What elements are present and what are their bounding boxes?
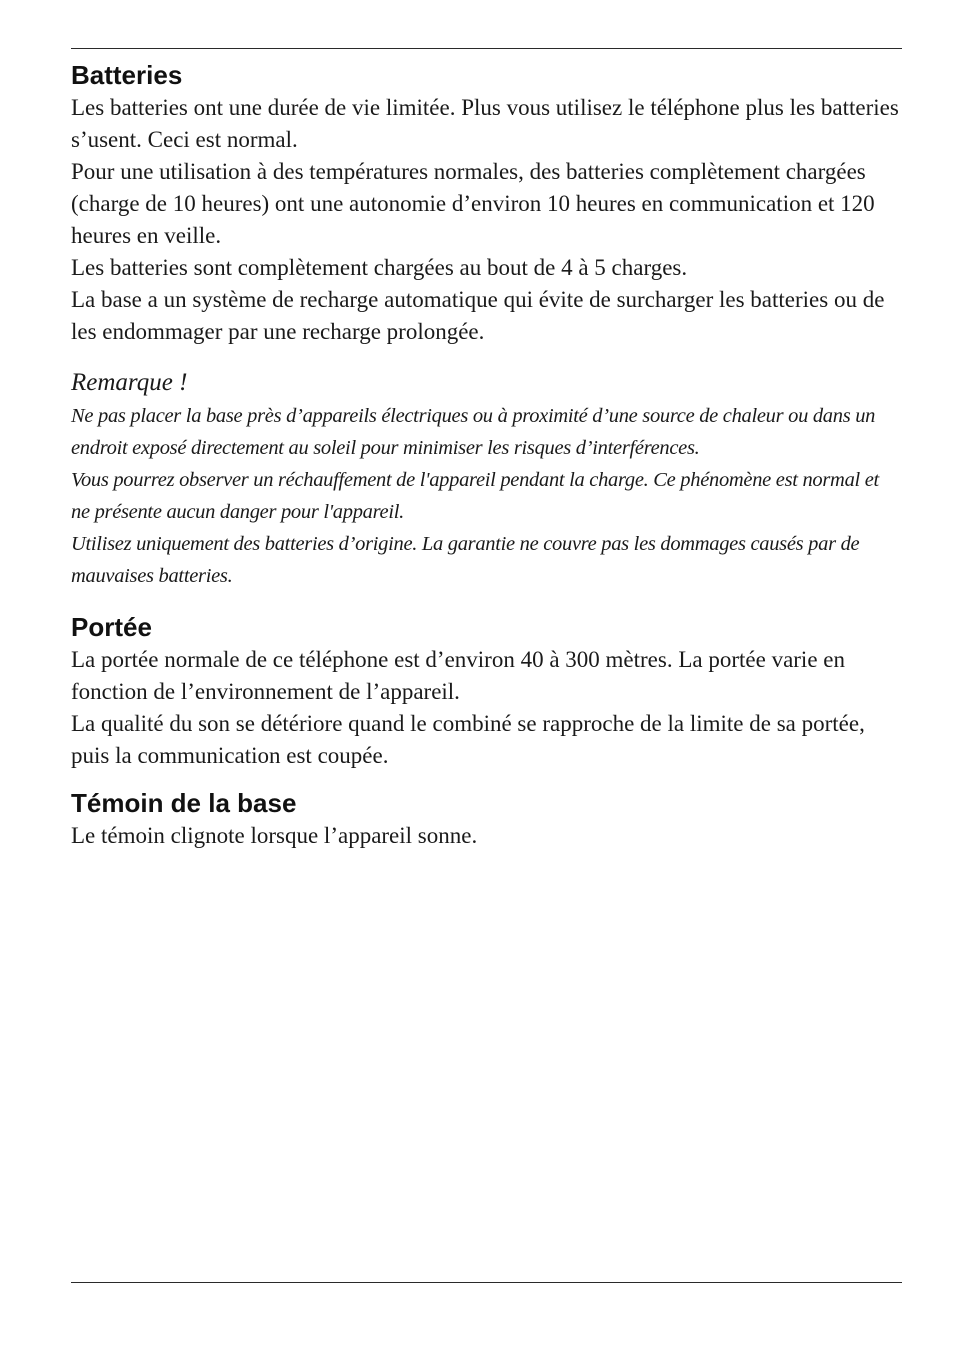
section-portee [71, 610, 902, 772]
bottom-divider [71, 1282, 902, 1283]
note-line-2: Vous pourrez observer un réchauffement de l'appareil pendant la charge. Ce phénomène est normal et ne présente aucun danger pour l'appareil. [71, 469, 879, 523]
section-title-temoin: Témoin de la base [71, 788, 297, 818]
note-block [71, 366, 902, 592]
batteries-paragraph-2: Pour une utilisation à des températures normales, des batteries complètement chargées (charge de 10 heures) ont une autonomie d’environ 10 heures en communication et 120 heures en veille. [71, 159, 875, 248]
batteries-paragraph-1: Les batteries ont une durée de vie limitée. Plus vous utilisez le téléphone plus les batteries s’usent. Ceci est normal. [71, 95, 899, 152]
section-batteries [71, 58, 902, 348]
batteries-paragraph-3: Les batteries sont complètement chargées au bout de 4 à 5 charges. [71, 255, 688, 280]
top-divider [71, 48, 902, 49]
section-title-portee: Portée [71, 612, 152, 642]
page-content [71, 58, 902, 852]
note-line-3: Utilisez uniquement des batteries d’origine. La garantie ne couvre pas les dommages causés par de mauvaises batteries. [71, 533, 860, 587]
batteries-paragraph-4: La base a un système de recharge automatique qui évite de surcharger les batteries ou de les endommager par une recharge prolongée. [71, 287, 885, 344]
portee-paragraph-2: La qualité du son se détériore quand le combiné se rapproche de la limite de sa portée, puis la communication est coupée. [71, 711, 865, 768]
portee-paragraph-1: La portée normale de ce téléphone est d’environ 40 à 300 mètres. La portée varie en fonction de l’environnement de l’appareil. [71, 647, 845, 704]
section-title-batteries: Batteries [71, 60, 183, 90]
temoin-paragraph-1: Le témoin clignote lorsque l’appareil sonne. [71, 823, 478, 848]
section-temoin [71, 786, 902, 852]
note-line-1: Ne pas placer la base près d’appareils électriques ou à proximité d’une source de chaleur ou dans un endroit exposé directement au soleil pour minimiser les risques d’interférences. [71, 405, 876, 459]
note-title: Remarque ! [71, 369, 188, 396]
